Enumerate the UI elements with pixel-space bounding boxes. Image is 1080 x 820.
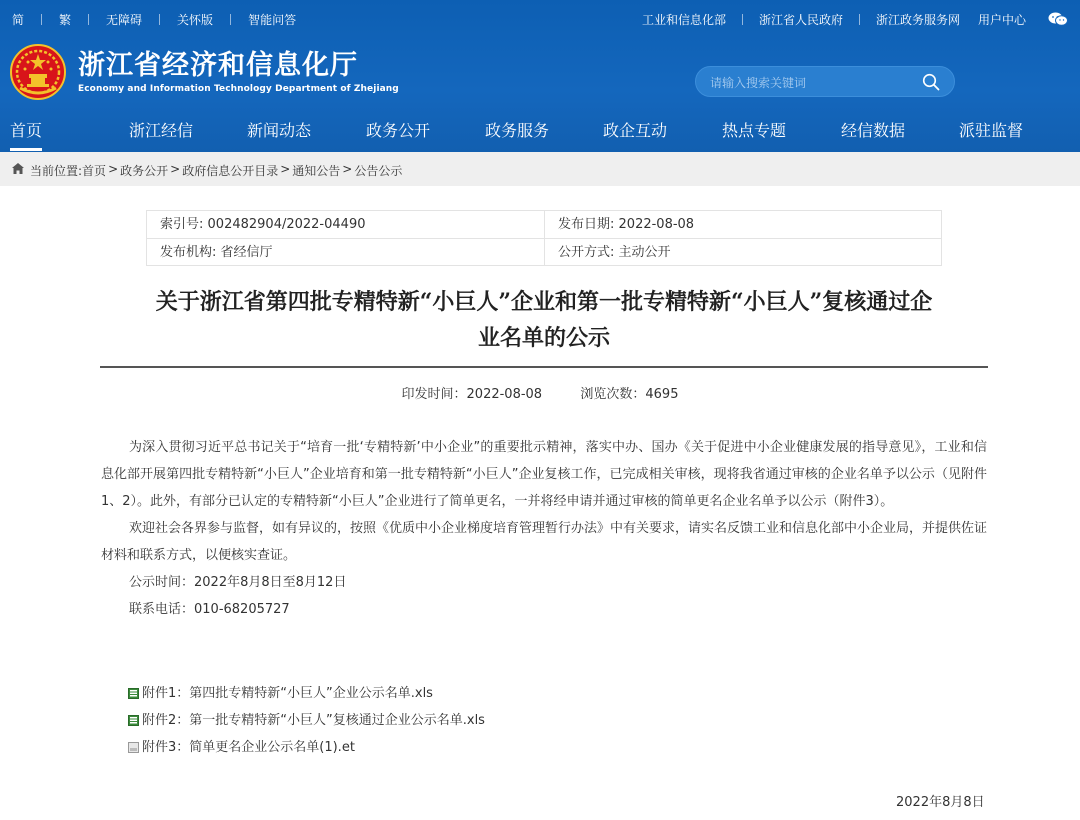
zhejiang-gov-link[interactable]: 浙江省人民政府 [758,13,843,27]
article-title [100,284,988,356]
attachment-list [128,680,485,761]
nav-home[interactable]: 首页 [10,121,43,140]
breadcrumb-separator: > [108,162,119,176]
breadcrumb-gov-affairs[interactable]: 政务公开 [120,164,169,178]
excel-file-icon [128,688,139,699]
accessibility-link[interactable]: 无障碍 [106,13,143,27]
top-left-links [12,11,296,28]
care-mode-link[interactable]: 关怀版 [177,13,214,27]
breadcrumb-prefix: 当前位置: [30,164,83,178]
zj-service-link[interactable]: 浙江政务服务网 [875,13,960,27]
department-name [78,51,399,94]
meta-index-value: 002482904/2022-04490 [207,217,366,232]
meta-date-label: 发布日期: [558,217,615,232]
nav-hot-topics[interactable]: 热点专题 [722,121,787,140]
excel-file-icon [128,715,139,726]
simplified-chinese-link[interactable]: 简 [12,13,25,27]
article-title-line2: 业名单的公示 [477,325,610,351]
smart-qa-link[interactable]: 智能问答 [248,13,297,27]
nav-gov-services[interactable]: 政务服务 [485,121,550,140]
breadcrumb-announcements[interactable]: 公告公示 [354,164,403,178]
meta-index [147,211,544,238]
breadcrumb-info-catalog[interactable]: 政府信息公开目录 [182,164,279,178]
divider [742,14,743,25]
attachment-1-label: 附件1：第四批专精特新“小巨人”企业公示名单.xls [142,686,433,701]
department-name-cn: 浙江省经济和信息化厅 [78,49,358,81]
views-value: 4695 [645,387,679,402]
meta-mode-label: 公开方式: [558,245,615,260]
meta-org-label: 发布机构: [160,245,217,260]
divider [859,14,860,25]
site-header [0,0,1080,152]
attachment-1-link[interactable] [128,680,485,707]
meta-mode-value: 主动公开 [618,245,671,260]
print-time-value: 2022-08-08 [466,387,543,402]
signature-date: 2022年8月8日 [896,795,985,810]
meta-date-value: 2022-08-08 [618,217,695,232]
top-utility-bar [0,0,1080,36]
search-icon[interactable] [922,73,940,91]
attachment-2-label: 附件2：第一批专精特新“小巨人”复核通过企业公示名单.xls [142,713,485,728]
meta-org-value: 省经信厅 [220,245,273,260]
breadcrumb-notices[interactable]: 通知公告 [292,164,341,178]
user-center-link[interactable]: 用户中心 [977,13,1026,27]
breadcrumb-separator: > [170,162,181,176]
nav-gov-affairs-open[interactable]: 政务公开 [366,121,431,140]
logo-area[interactable] [10,44,399,100]
nav-data[interactable]: 经信数据 [841,121,906,140]
publish-info [0,383,1080,402]
attachment-3-link[interactable] [128,734,485,761]
generic-file-icon [128,742,139,753]
divider [230,14,231,25]
title-divider [100,366,988,368]
breadcrumb-home[interactable]: 首页 [82,164,107,178]
breadcrumb [0,152,1080,186]
breadcrumb-separator: > [280,162,291,176]
print-time-label: 印发时间： [401,387,467,402]
top-right-links [642,11,1068,28]
contact-phone: 联系电话：010-68205727 [129,602,290,617]
miit-link[interactable]: 工业和信息化部 [641,13,726,27]
home-icon [12,163,24,174]
meta-index-label: 索引号: [160,217,204,232]
meta-date [545,211,941,238]
nav-gov-enterprise-interaction[interactable]: 政企互动 [603,121,668,140]
attachment-3-label: 附件3：简单更名企业公示名单(1).et [142,740,355,755]
divider [88,14,89,25]
divider [41,14,42,25]
body-paragraph-2: 欢迎社会各界参与监督，如有异议的，按照《优质中小企业梯度培育管理暂行办法》中有关要求，请实名反馈工业和信息化部中小企业局，并提供佐证材料和联系方式，以便核实查证。 [101,521,988,563]
traditional-chinese-link[interactable]: 繁 [59,13,72,27]
nav-zhejiang-jingxin[interactable]: 浙江经信 [129,121,194,140]
search-box [695,66,955,97]
main-nav [0,113,1080,152]
document-meta-table [146,210,942,266]
department-name-en: Economy and Information Technology Department of Zhejiang [78,83,399,94]
nav-news[interactable]: 新闻动态 [247,121,312,140]
search-input[interactable] [708,72,912,94]
wechat-icon[interactable] [1048,12,1068,26]
attachment-2-link[interactable] [128,707,485,734]
breadcrumb-trail [30,162,402,179]
nav-supervision[interactable]: 派驻监督 [959,121,1024,140]
article-body [101,434,987,623]
breadcrumb-separator: > [342,162,353,176]
meta-org [147,239,544,266]
notice-period: 公示时间：2022年8月8日至8月12日 [129,575,347,590]
body-paragraph-1: 为深入贯彻习近平总书记关于“培育一批‘专精特新’中小企业”的重要批示精神，落实中办、国办《关于促进中小企业健康发展的指导意见》，工业和信息化部开展第四批专精特新“小巨人”企业培育和第一批专精特新“小巨人”企业复核工作，已完成相关审核，现将我省通过审核的企业名单予以公示（见附件1、2）。此外，有部分已认定的专精特新“小巨人”企业进行了简单更名，一并将经申请并通过审核的简单更名企业名单予以公示（附件3）。 [101,440,987,509]
article-title-line1: 关于浙江省第四批专精特新“小巨人”企业和第一批专精特新“小巨人”复核通过企 [155,289,933,315]
views-label: 浏览次数： [580,387,646,402]
national-emblem-icon [10,44,66,100]
meta-mode [545,239,941,266]
divider [159,14,160,25]
